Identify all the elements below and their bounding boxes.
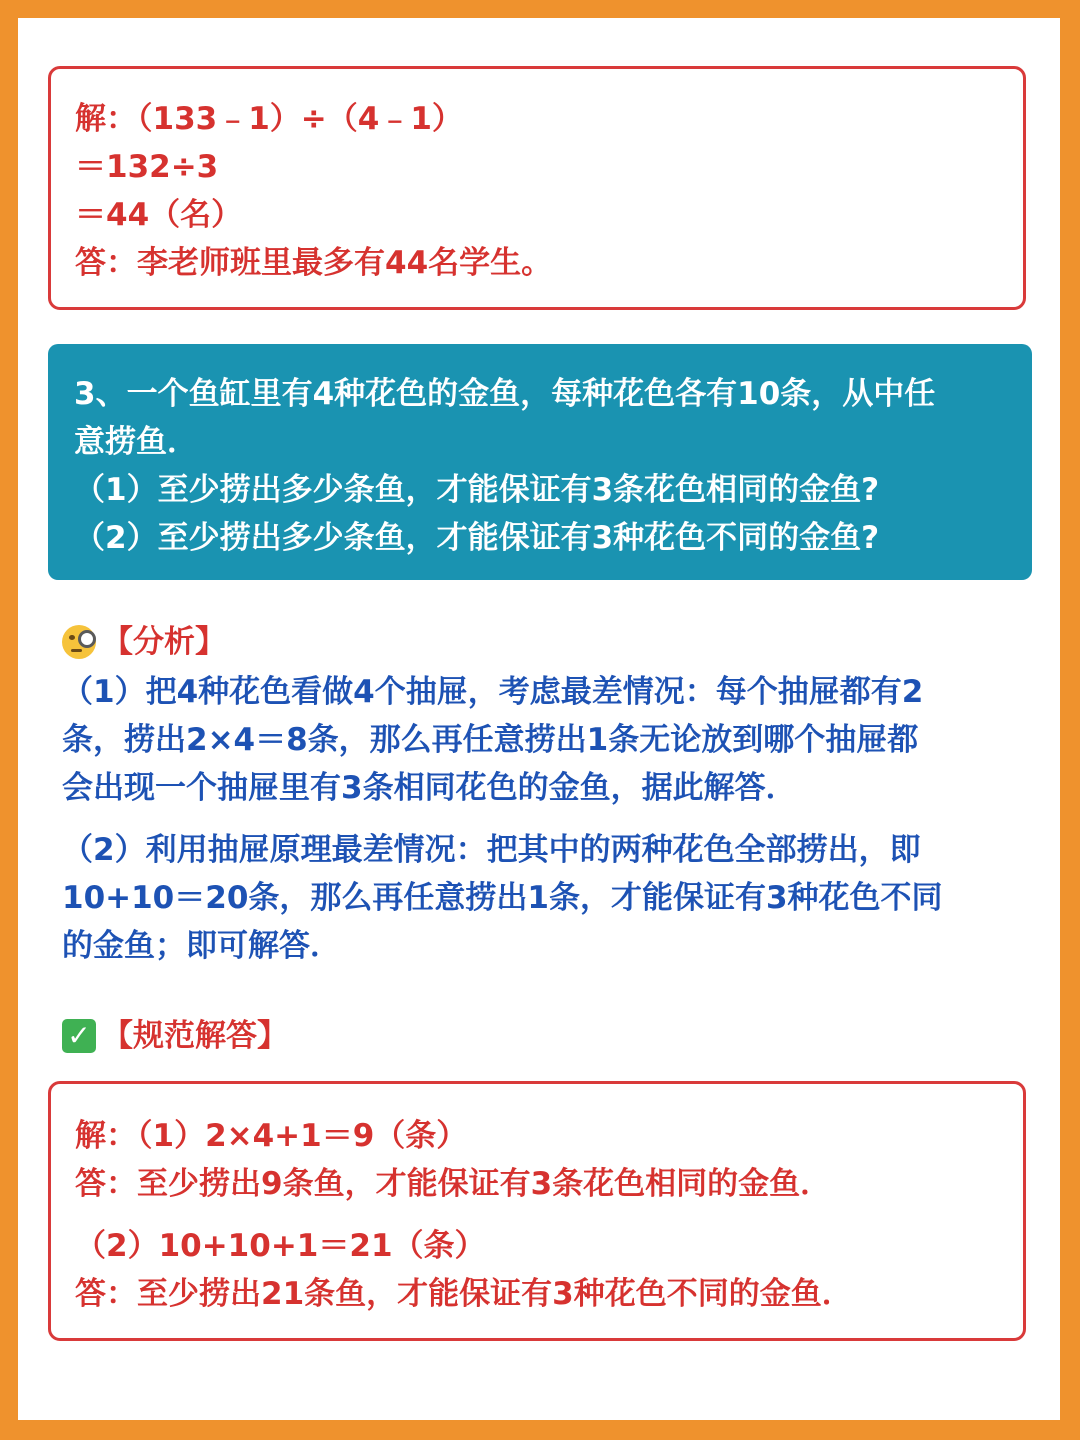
monocle-face-icon	[62, 625, 96, 659]
solution-line: ＝132÷3	[75, 149, 219, 185]
answer-line: 答：至少捞出9条鱼，才能保证有3条花色相同的金鱼．	[75, 1166, 832, 1202]
question-line: 意捞鱼．	[74, 424, 198, 460]
analysis-line: （2）利用抽屉原理最差情况：把其中的两种花色全部捞出，即	[62, 832, 921, 868]
analysis-line: 条，捞出2×4＝8条，那么再任意捞出1条无论放到哪个抽屉都	[62, 722, 919, 758]
previous-solution-box	[48, 66, 1026, 310]
analysis-line: 的金鱼；即可解答．	[62, 928, 341, 964]
answer-heading	[62, 1014, 288, 1058]
page	[18, 18, 1060, 1420]
solution-line: （2）10+10+1＝21（条）	[75, 1228, 486, 1264]
solution-line: ＝44（名）	[75, 197, 243, 233]
question-box	[48, 344, 1032, 580]
check-mark-icon: ✓	[62, 1019, 96, 1053]
solution-line: 解：（133﹣1）÷（4﹣1）	[75, 101, 463, 137]
analysis-line: 10+10＝20条，那么再任意捞出1条，才能保证有3种花色不同	[62, 880, 943, 916]
analysis-line: 会出现一个抽屉里有3条相同花色的金鱼，据此解答．	[62, 770, 797, 806]
question-line: 3、一个鱼缸里有4种花色的金鱼，每种花色各有10条，从中任	[74, 376, 936, 412]
analysis-line: （1）把4种花色看做4个抽屉，考虑最差情况：每个抽屉都有2	[62, 674, 924, 710]
answer-line: 答：李老师班里最多有44名学生。	[75, 245, 553, 281]
answer-line: 答：至少捞出21条鱼，才能保证有3种花色不同的金鱼．	[75, 1276, 853, 1312]
analysis-paragraph-1	[62, 668, 1022, 812]
question-part-1: （1）至少捞出多少条鱼，才能保证有3条花色相同的金鱼?	[74, 472, 880, 508]
analysis-paragraph-2	[62, 826, 1022, 970]
question-part-2: （2）至少捞出多少条鱼，才能保证有3种花色不同的金鱼?	[74, 520, 880, 556]
answer-heading-text: 【规范解答】	[102, 1018, 288, 1054]
analysis-heading	[62, 620, 226, 664]
analysis-heading-text: 【分析】	[102, 624, 226, 660]
solution-line: 解：（1）2×4+1＝9（条）	[75, 1118, 468, 1154]
standard-answer-box	[48, 1081, 1026, 1341]
